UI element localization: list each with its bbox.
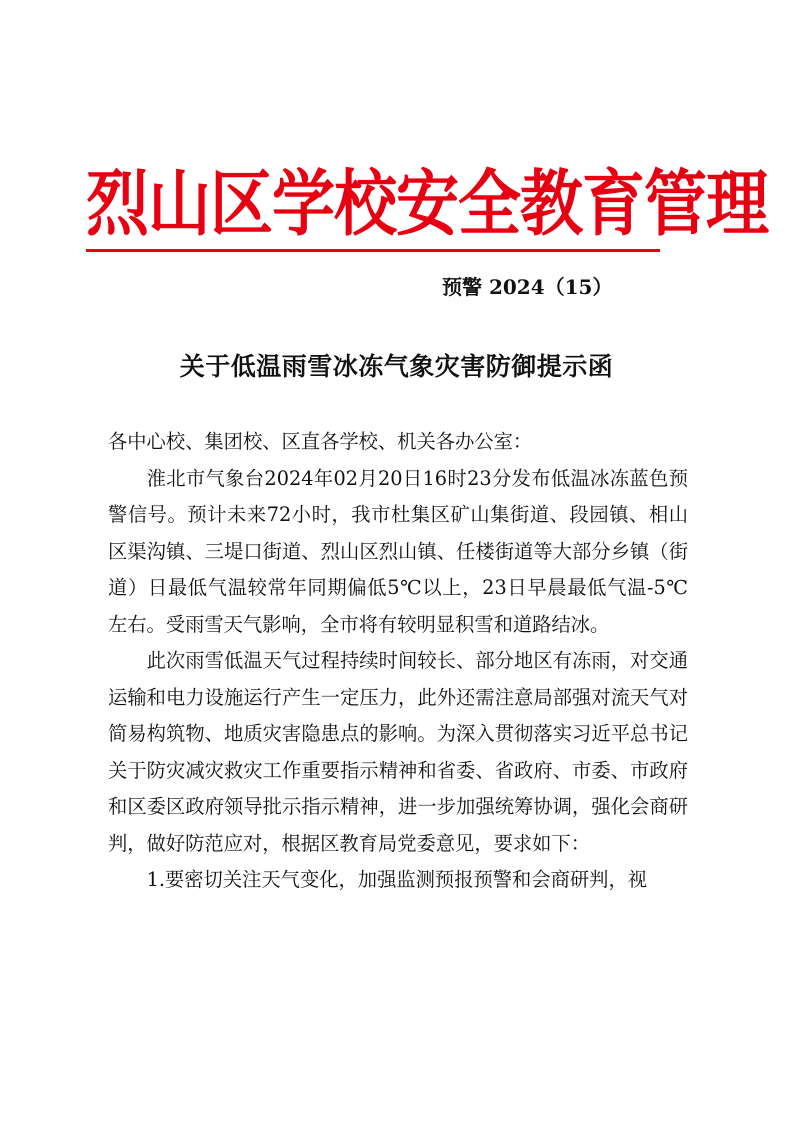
masthead-title: 烈山区学校安全教育管理 xyxy=(86,161,768,246)
paragraph-item-1: 1.要密切关注天气变化，加强监测预报预警和会商研判，视 xyxy=(146,868,648,891)
document-number: 预警 2024（15） xyxy=(442,275,613,299)
document-title: 关于低温雨雪冰冻气象灾害防御提示函 xyxy=(179,352,614,381)
paragraph-warning: 淮北市气象台2024年02月20日16时23分发布低温冰冻蓝色预警信号。预计未来72小时，我市杜集区矿山集街道、段园镇、相山区渠沟镇、三堤口街道、烈山区烈山镇、任楼街道等大部分乡镇（街道）日最低气温较常年同期偏低5℃以上，23日早晨最低气温-5℃左右。受雨雪天气影响，全市将有较明显积雪和道路结冰。 xyxy=(108,466,688,636)
document-body xyxy=(108,424,688,899)
masthead-rule xyxy=(86,249,660,252)
paragraph-requirements: 此次雨雪低温天气过程持续时间较长、部分地区有冻雨，对交通运输和电力设施运行产生一定压力，此外还需注意局部强对流天气对简易构筑物、地质灾害隐患点的影响。为深入贯彻落实习近平总书记关于防灾减灾救灾工作重要指示精神和省委、省政府、市委、市政府和区委区政府领导批示指示精神，进一步加强统筹协调，强化会商研判，做好防范应对，根据区教育局党委意见，要求如下： xyxy=(108,649,688,855)
salutation: 各中心校、集团校、区直各学校、机关各办公室： xyxy=(108,430,533,453)
